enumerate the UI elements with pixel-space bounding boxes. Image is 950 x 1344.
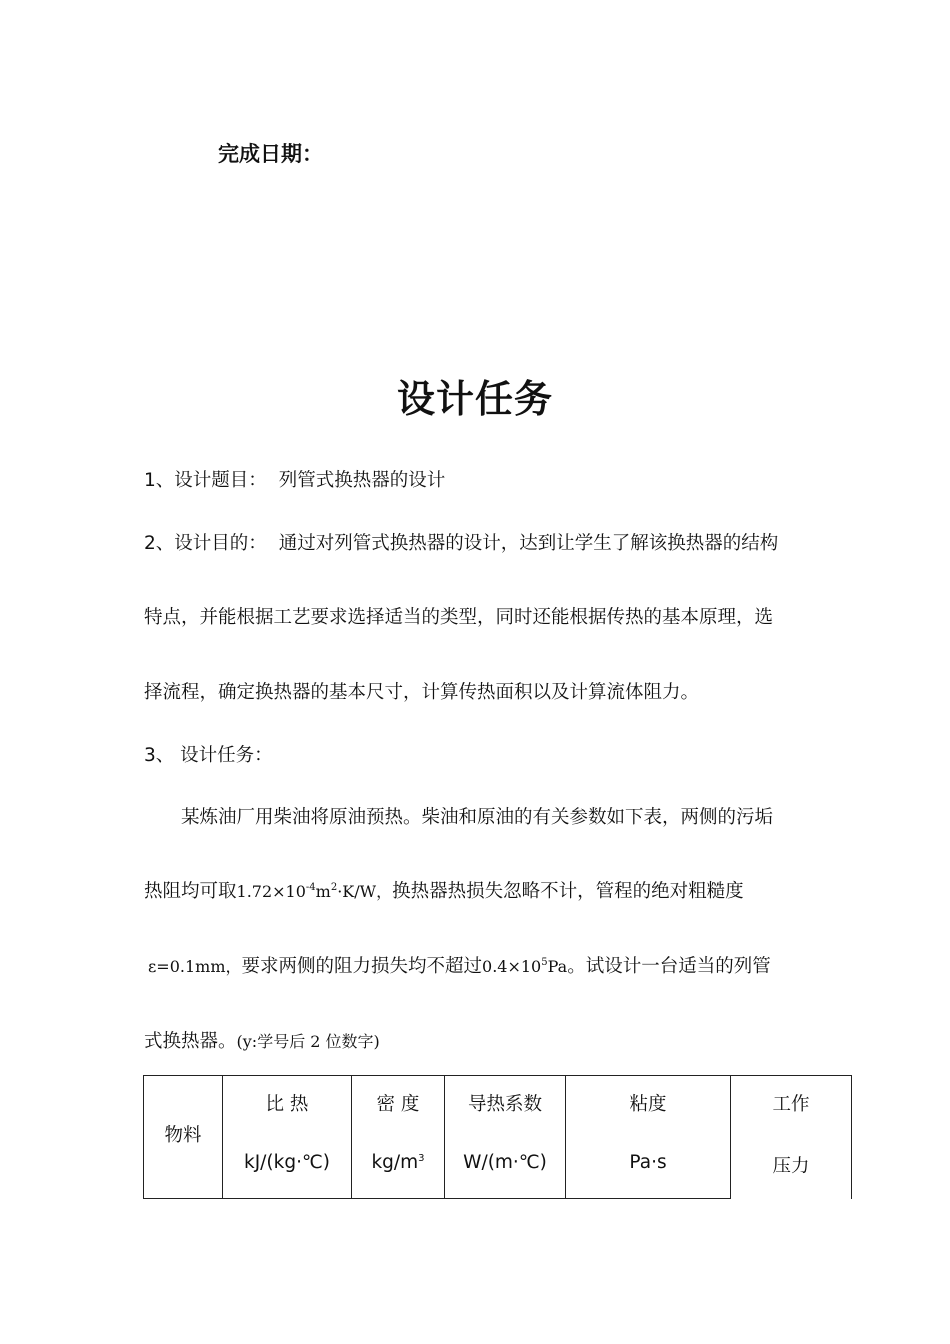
item-2-line-3: 择流程，确定换热器的基本尺寸，计算传热面积以及计算流体阻力。 bbox=[144, 682, 700, 703]
task-line-3-post: 。试设计一台适当的列管 bbox=[567, 956, 771, 977]
task-line-2 bbox=[144, 877, 744, 903]
item-2-line-1 bbox=[144, 529, 778, 555]
parameter-table bbox=[143, 1075, 852, 1199]
header-specific-heat: 比 热 kJ/(kg·℃) bbox=[223, 1076, 352, 1199]
task-line-4-note: (y:学号后 2 位数字) bbox=[236, 1032, 380, 1051]
task-line-2-pre: 热阻均可取 bbox=[144, 881, 237, 902]
item-1 bbox=[144, 466, 445, 492]
pressure-loss-value: $0.4\times 10^5Pa$ bbox=[482, 957, 568, 976]
header-density: 密 度 $kg/m^3$ bbox=[352, 1076, 445, 1199]
task-line-4-pre: 式换热器。 bbox=[144, 1031, 237, 1052]
header-material: 物料 bbox=[144, 1076, 223, 1199]
item-2-line-2: 特点，并能根据工艺要求选择适当的类型，同时还能根据传热的基本原理，选 bbox=[144, 607, 774, 628]
task-line-3-mid: 要求两侧的阻力损失均不超过 bbox=[241, 956, 483, 977]
task-line-4 bbox=[144, 1027, 380, 1053]
header-thermal-conductivity: 导热系数 W/(m·℃) bbox=[445, 1076, 566, 1199]
table-header-row bbox=[144, 1076, 852, 1199]
fouling-resistance-value: $1.72\times 10^{-4}m^2\cdot K/W$， bbox=[236, 882, 393, 901]
item-3-heading: 3、 设计任务： bbox=[144, 745, 273, 766]
task-line-1: 某炼油厂用柴油将原油预热。柴油和原油的有关参数如下表，两侧的污垢 bbox=[181, 807, 774, 828]
task-line-3 bbox=[148, 952, 771, 978]
item-1-text: 列管式换热器的设计 bbox=[278, 470, 446, 491]
page-title: 设计任务 bbox=[396, 377, 553, 421]
item-2-prefix: 2、设计目的： bbox=[144, 533, 267, 554]
roughness-value: ε=0.1mm， bbox=[148, 957, 242, 976]
task-line-2-post: 换热器热损失忽略不计，管程的绝对粗糙度 bbox=[392, 881, 744, 902]
completion-date-label: 完成日期： bbox=[218, 142, 323, 166]
item-2-text-1: 通过对列管式换热器的设计，达到让学生了解该换热器的结构 bbox=[278, 533, 779, 554]
item-1-prefix: 1、设计题目： bbox=[144, 470, 267, 491]
header-viscosity: 粘度 Pa·s bbox=[566, 1076, 731, 1199]
header-working-pressure: 工作 压力 bbox=[731, 1076, 852, 1199]
